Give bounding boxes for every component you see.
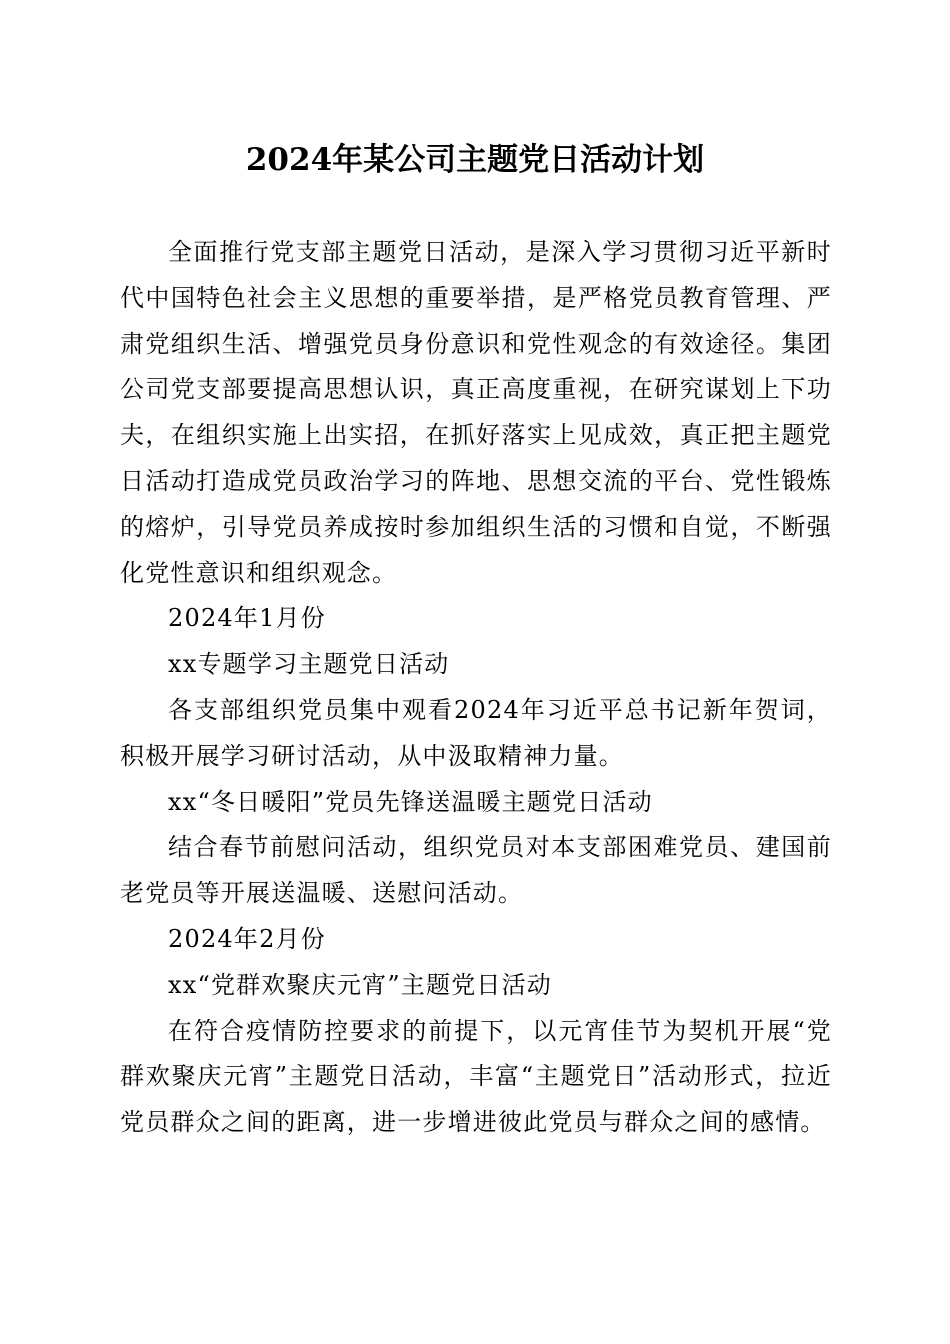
intro-paragraph: 全面推行党支部主题党日活动，是深入学习贯彻习近平新时代中国特色社会主义思想的重要举措，是严格党员教育管理、严肃党组织生活、增强党员身份意识和党性观念的有效途径。集团公司党支部要提高思想认识，真正高度重视，在研究谋划上下功夫，在组织实施上出实招，在抓好落实上见成效，真正把主题党日活动打造成党员政治学习的阵地、思想交流的平台、党性锻炼的熔炉，引导党员养成按时参加组织生活的习惯和自觉，不断强化党性意识和组织观念。 [120,238,832,587]
activity-heading: xx“党群欢聚庆元宵”主题党日活动 [168,970,553,999]
activity-heading: xx专题学习主题党日活动 [168,650,450,679]
document-title: 2024年某公司主题党日活动计划 [245,142,705,178]
document-body [120,230,832,1146]
month-heading-february: 2024年2月份 [168,924,326,953]
activity-description: 各支部组织党员集中观看2024年习近平总书记新年贺词，积极开展学习研讨活动，从中汲取精神力量。 [120,695,832,770]
activity-description: 结合春节前慰问活动，组织党员对本支部困难党员、建国前老党员等开展送温暖、送慰问活动。 [120,833,832,908]
activity-heading: xx“冬日暖阳”党员先锋送温暖主题党日活动 [168,787,653,816]
activity-description: 在符合疫情防控要求的前提下，以元宵佳节为契机开展“党群欢聚庆元宵”主题党日活动，丰富“主题党日”活动形式，拉近党员群众之间的距离，进一步增进彼此党员与群众之间的感情。 [120,1016,832,1137]
month-heading-january: 2024年1月份 [168,604,326,633]
